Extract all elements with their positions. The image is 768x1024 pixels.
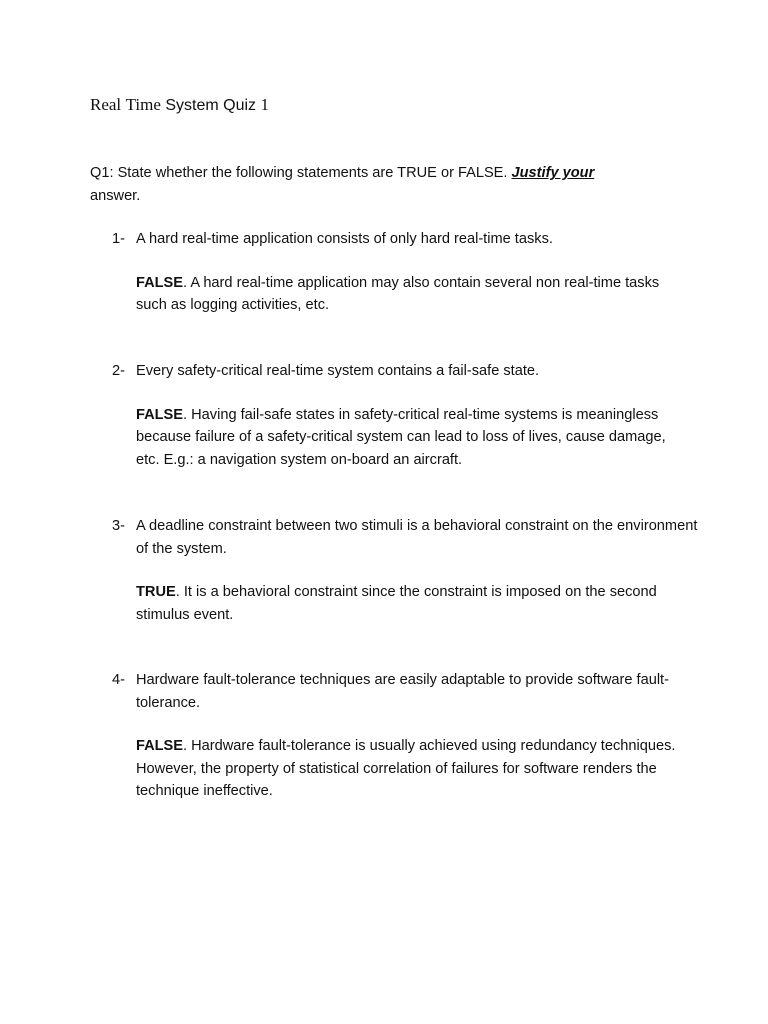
- title-word-time: Time: [125, 95, 161, 114]
- item-number: 2-: [112, 363, 125, 379]
- item-statement: [112, 228, 712, 251]
- item-statement: [112, 360, 712, 383]
- item-answer: [112, 581, 681, 626]
- question-prompt: [90, 162, 690, 207]
- answer-verdict: FALSE: [136, 738, 184, 754]
- title-word-system-quiz: System Quiz: [165, 97, 257, 114]
- item-statement-text: Hardware fault-tolerance techniques are easily adaptable to provide software fault-tolerance.: [136, 672, 669, 711]
- question-label: Q1: [90, 165, 110, 181]
- item-statement-text: A hard real-time application consists of only hard real-time tasks.: [136, 231, 553, 247]
- list-item: [112, 360, 712, 471]
- list-item: [112, 669, 712, 803]
- item-number: 3-: [112, 518, 125, 534]
- item-number: 1-: [112, 231, 125, 247]
- question-text: : State whether the following statements are TRUE or FALSE.: [109, 165, 512, 181]
- answer-explanation: . It is a behavioral constraint since the constraint is imposed on the second stimulus event.: [136, 584, 657, 623]
- question-tail: answer.: [90, 187, 141, 204]
- answer-explanation: . Hardware fault-tolerance is usually achieved using redundancy techniques. However, the property of statistical correlation of failures for software renders the technique ineffective.: [136, 738, 676, 799]
- answer-explanation: . Having fail-safe states in safety-critical real-time systems is meaningless because failure of a safety-critical system can lead to loss of lives, cause damage, etc. E.g.: a navigation system on-board an aircraft.: [136, 406, 666, 468]
- item-statement: [112, 515, 712, 560]
- item-statement-text: Every safety-critical real-time system contains a fail-safe state.: [136, 363, 540, 379]
- item-answer: [112, 735, 681, 803]
- item-statement: [112, 669, 712, 714]
- answer-verdict: TRUE: [136, 584, 176, 600]
- item-number: 4-: [112, 672, 125, 688]
- list-item: [112, 228, 712, 317]
- item-statement-text: A deadline constraint between two stimuli is a behavioral constraint on the environment of the system.: [136, 518, 698, 557]
- item-answer: [112, 404, 681, 472]
- answer-verdict: FALSE: [136, 406, 184, 423]
- answer-explanation: . A hard real-time application may also contain several non real-time tasks such as logging activities, etc.: [136, 274, 660, 313]
- question-emphasis: Justify your: [511, 165, 595, 181]
- list-item: [112, 515, 712, 626]
- title-word-real: Real: [90, 95, 122, 114]
- answer-verdict: FALSE: [136, 274, 184, 291]
- title-number: 1: [260, 95, 269, 114]
- item-answer: [112, 272, 681, 317]
- page-title: [90, 95, 269, 116]
